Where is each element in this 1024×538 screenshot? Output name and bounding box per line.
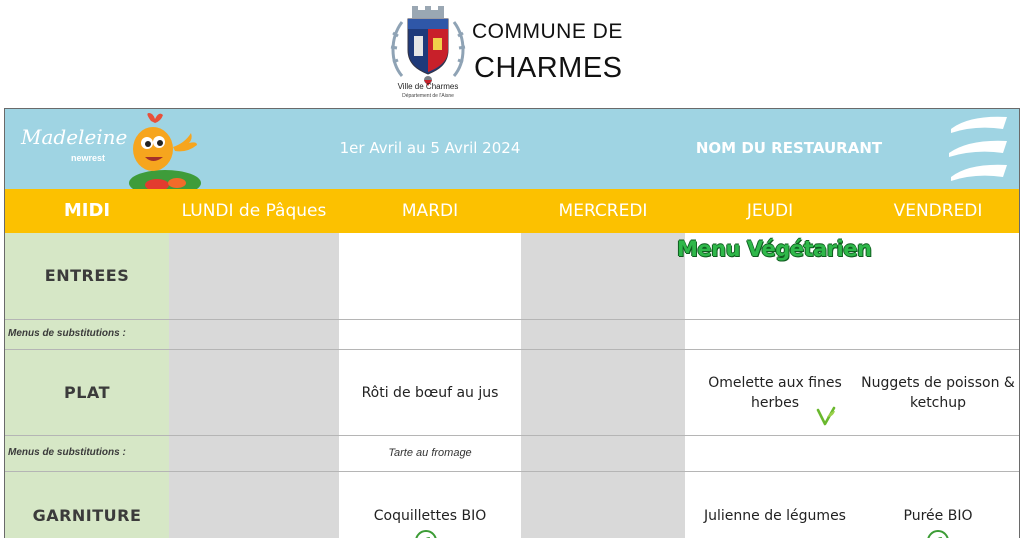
meal-label-midi: MIDI <box>63 200 111 221</box>
weekly-menu-card <box>4 108 1020 538</box>
row-label-plat: PLAT <box>64 383 110 402</box>
dish-mardi-garniture: Coquillettes BIO <box>373 508 487 524</box>
bio-organic-icon <box>926 529 950 538</box>
madeleine-logo: Madeleine <box>21 125 128 149</box>
madeleine-mascot-icon <box>117 113 217 199</box>
vegetarian-leaf-icon <box>815 405 837 427</box>
vegetarian-menu-banner: Menu Végétarien <box>677 237 872 261</box>
column-lundi <box>169 233 339 538</box>
row-divider <box>5 471 1020 472</box>
menu-date-range: 1er Avril au 5 Avril 2024 <box>339 139 521 157</box>
commune-title-line-2: CHARMES <box>474 52 623 84</box>
menu-banner <box>5 109 1020 189</box>
row-divider <box>5 319 1020 320</box>
dish-vendredi-garniture: Purée BIO <box>903 508 973 524</box>
newrest-logo: newrest <box>71 153 106 163</box>
day-header-mercredi: MERCREDI <box>558 201 648 221</box>
day-header-lundi: LUNDI de Pâques <box>181 201 327 221</box>
dish-jeudi-plat: Omelette aux fines herbes <box>708 375 842 411</box>
dish-jeudi-garniture: Julienne de légumes <box>704 508 846 524</box>
day-header-mardi: MARDI <box>401 201 459 221</box>
commune-title-line-1: COMMUNE DE <box>472 20 623 43</box>
day-header-vendredi: VENDREDI <box>893 201 983 221</box>
dish-mardi-substitution: Tarte au fromage <box>388 447 472 459</box>
bio-organic-icon <box>414 529 438 538</box>
brand-stripes-icon <box>945 113 1011 185</box>
row-label-entrees: ENTREES <box>44 266 130 285</box>
day-header-jeudi: JEUDI <box>746 201 794 221</box>
column-mercredi <box>521 233 685 538</box>
crest-caption: Ville de Charmes <box>397 82 459 91</box>
dish-vendredi-plat: Nuggets de poisson & ketchup <box>861 375 1015 411</box>
dish-mardi-plat: Rôti de bœuf au jus <box>361 385 499 401</box>
row-label-garniture: GARNITURE <box>32 506 142 525</box>
menu-grid <box>5 233 1020 538</box>
day-header-band <box>5 189 1020 233</box>
row-label-substitution: Menus de substitutions : <box>8 447 126 458</box>
row-label-substitution: Menus de substitutions : <box>8 328 126 339</box>
crest-subcaption: Département de l'Aisne <box>402 93 454 99</box>
row-divider <box>5 435 1020 436</box>
restaurant-name: NOM DU RESTAURANT <box>695 139 883 157</box>
row-divider <box>5 349 1020 350</box>
